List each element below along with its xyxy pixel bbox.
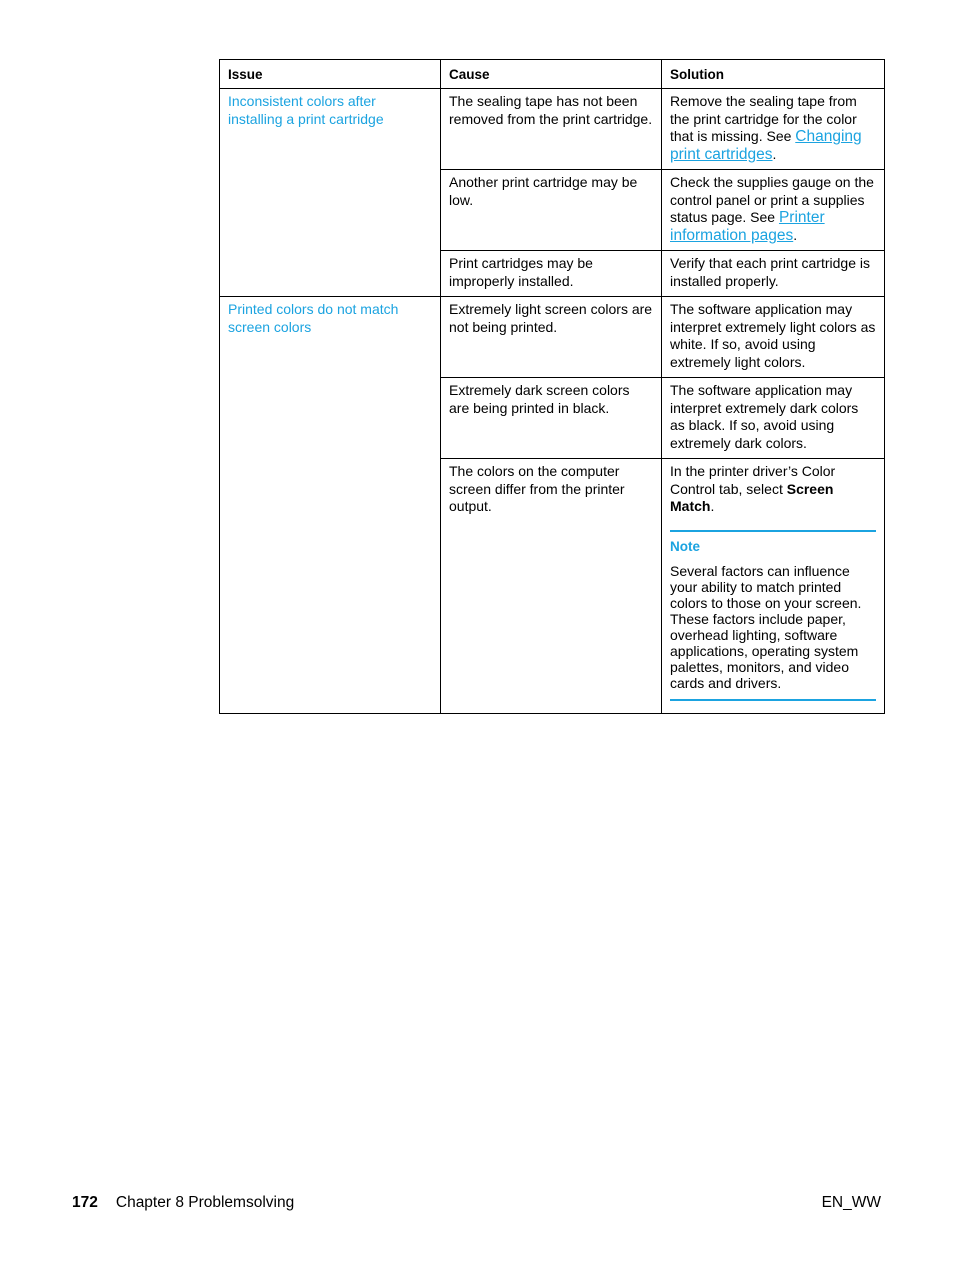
solution-cell <box>662 89 885 170</box>
table-row <box>220 297 885 378</box>
table-header-row <box>220 60 885 89</box>
note-box <box>670 530 876 702</box>
cause-cell: The sealing tape has not been removed from the print cartridge. <box>441 89 662 170</box>
printer-information-pages-link[interactable]: Printer information pages <box>670 209 825 244</box>
solution-cell <box>662 170 885 251</box>
note-title: Note <box>670 538 700 554</box>
solution-text: Remove the sealing tape from the print cartridge for the color that is missing. See <box>670 93 857 144</box>
note-body: Several factors can influence your ability to match printed colors to those on your screen. These factors include paper, overhead lighting, software applications, operating system palettes, monitors, and video cards and drivers. <box>670 563 862 691</box>
page-number: 172 <box>72 1194 98 1211</box>
solution-cell <box>662 459 885 714</box>
header-solution: Solution <box>662 60 885 89</box>
solution-suffix: . <box>710 498 715 514</box>
solution-cell: The software application may interpret extremely dark colors as black. If so, avoid using extremely dark colors. <box>662 378 885 459</box>
screen-match-option: Screen Match <box>670 480 834 514</box>
issue-link-inconsistent-colors[interactable]: Inconsistent colors after installing a print cartridge <box>228 93 384 127</box>
solution-suffix: . <box>793 226 798 243</box>
footer-locale: EN_WW <box>821 1194 881 1211</box>
cause-cell: Extremely dark screen colors are being printed in black. <box>441 378 662 459</box>
changing-print-cartridges-link[interactable]: Changing print cartridges <box>670 128 862 163</box>
header-issue: Issue <box>220 60 441 89</box>
page-footer-left <box>72 1194 294 1212</box>
solution-suffix: . <box>772 145 777 162</box>
troubleshooting-table <box>219 59 885 714</box>
solution-paragraph <box>670 463 876 516</box>
header-cause: Cause <box>441 60 662 89</box>
solution-text: Check the supplies gauge on the control panel or print a supplies status page. See <box>670 174 874 225</box>
solution-text: In the printer driver’s Color Control tab, select <box>670 463 836 497</box>
issue-cell <box>220 297 441 714</box>
solution-cell: Verify that each print cartridge is installed properly. <box>662 251 885 297</box>
solution-cell: The software application may interpret extremely light colors as white. If so, avoid using extremely light colors. <box>662 297 885 378</box>
cause-cell: Extremely light screen colors are not being printed. <box>441 297 662 378</box>
chapter-title: Chapter 8 Problemsolving <box>115 1194 295 1211</box>
issue-link-printed-colors[interactable]: Printed colors do not match screen colors <box>228 301 399 335</box>
cause-cell: The colors on the computer screen differ from the printer output. <box>441 459 662 714</box>
table-row <box>220 89 885 170</box>
issue-cell <box>220 89 441 297</box>
cause-cell: Print cartridges may be improperly installed. <box>441 251 662 297</box>
cause-cell: Another print cartridge may be low. <box>441 170 662 251</box>
